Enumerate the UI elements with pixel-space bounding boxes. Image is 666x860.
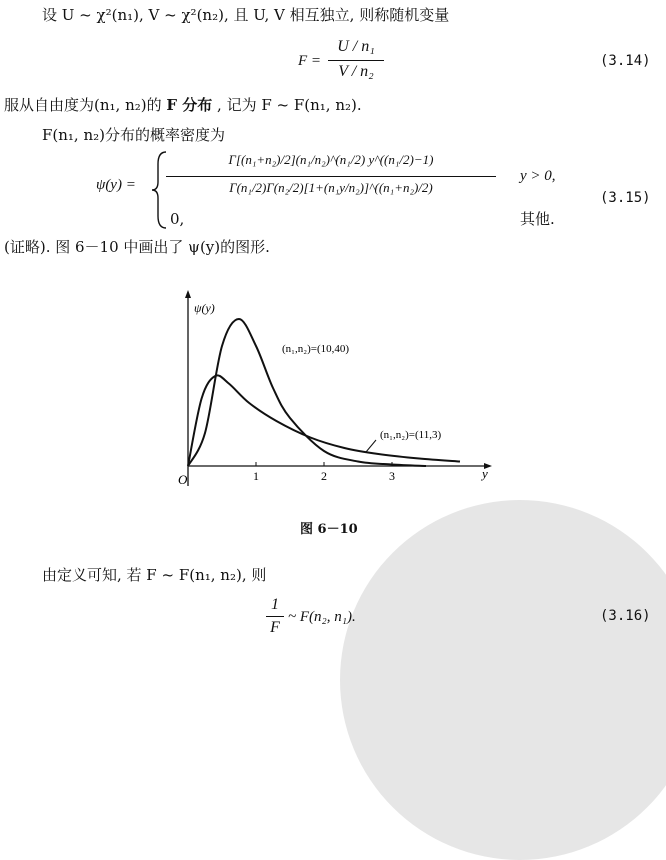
eq316-denominator: F xyxy=(270,619,280,636)
paragraph-5: 由定义可知, 若 F ~ F(n₁, n₂), 则 xyxy=(42,566,267,584)
y-axis-arrow xyxy=(185,290,191,298)
eq316-number: (3.16) xyxy=(600,608,651,624)
curve-11-3 xyxy=(188,375,460,466)
curve-11-3-pointer xyxy=(366,440,376,452)
eq315-condition-1: y > 0, xyxy=(520,168,556,184)
eq315-lhs: ψ(y) = xyxy=(96,177,136,193)
paragraph-2-post: , 记为 F ~ F(n₁, n₂). xyxy=(217,96,362,114)
eq316-fraction-bar xyxy=(266,616,284,617)
y-axis-label: ψ(y) xyxy=(194,301,215,315)
figure-caption: 图 6－10 xyxy=(300,522,358,537)
x-tick-label-3: 3 xyxy=(389,469,395,483)
eq315-numerator: Γ[(n₁+n₂)/2](n₁/n₂)^(n₁/2) y^((n₁/2)−1) xyxy=(228,152,434,167)
paragraph-4: (证略). 图 6－10 中画出了 ψ(y)的图形. xyxy=(4,238,270,256)
paragraph-3: F(n₁, n₂)分布的概率密度为 xyxy=(42,126,225,144)
eq314-lhs: F = xyxy=(298,53,322,69)
eq314-denominator: V / n₂ xyxy=(338,63,374,80)
eq314-number: (3.14) xyxy=(600,53,651,69)
paragraph-2-pre: 服从自由度为(n₁, n₂)的 xyxy=(4,96,162,114)
eq314-numerator: U / n₁ xyxy=(337,38,375,55)
eq316-rhs: ~ F(n₂, n₁). xyxy=(288,609,356,625)
paragraph-2-bold: F 分布 xyxy=(166,96,213,114)
eq316-numerator: 1 xyxy=(271,596,279,613)
paragraph-1: 设 U ~ χ²(n₁), V ~ χ²(n₂), 且 U, V 相互独立, 则称随机变量 xyxy=(42,6,450,24)
eq315-denominator: Γ(n₁/2)Γ(n₂/2)[1+(n₁y/n₂)]^((n₁+n₂)/2) xyxy=(229,180,433,195)
eq314-fraction-bar xyxy=(328,60,384,61)
x-axis-label: y xyxy=(482,466,488,481)
eq315-condition-2: 其他. xyxy=(520,210,555,228)
curve-10-40-label: (n₁,n₂)=(10,40) xyxy=(282,343,350,355)
watermark-seal xyxy=(340,500,666,860)
eq315-case-2: 0, xyxy=(170,210,185,228)
eq315-number: (3.15) xyxy=(600,190,651,206)
x-tick-label-2: 2 xyxy=(321,469,327,483)
eq315-fraction-bar xyxy=(166,176,496,177)
paragraph-2 xyxy=(4,96,362,114)
x-ticks xyxy=(253,462,395,483)
curve-11-3-label: (n₁,n₂)=(11,3) xyxy=(380,429,442,441)
curve-10-40 xyxy=(188,319,426,466)
x-tick-label-1: 1 xyxy=(253,469,259,483)
origin-label: O xyxy=(178,472,188,487)
density-figure xyxy=(170,290,500,500)
